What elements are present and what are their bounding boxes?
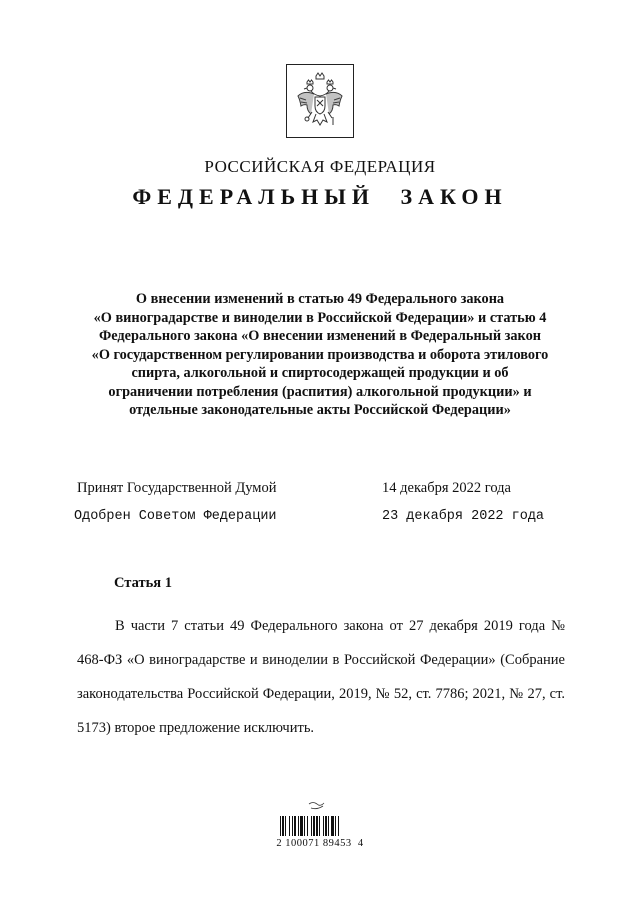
duma-adoption-label: Принят Государственной Думой	[77, 480, 277, 496]
title-line: спирта, алкогольной и спиртосодержащей продукции и об	[131, 365, 509, 381]
signature-mark	[309, 803, 324, 809]
title-line: «О государственном регулировании производства и оборота этилового	[91, 346, 549, 363]
title-line: «О виноградарстве и виноделии в Российской Федерации» и статью 4	[93, 309, 547, 326]
title-line: О внесении изменений в статью 49 Федерального закона	[135, 291, 505, 307]
article-paragraph: В части 7 статьи 49 Федерального закона от 27 декабря 2019 года № 468-ФЗ «О виноградарстве и виноделии в Российской Федерации» (Собрание законодательства Российской Федерации, 2019, № 52, ст. 7786; 2021, № 27, ст. 5173) второе предложение исключить.	[77, 618, 565, 736]
double-headed-eagle-icon	[294, 70, 346, 132]
article-body	[77, 609, 565, 745]
country-name: РОССИЙСКАЯ ФЕДЕРАЦИЯ	[204, 157, 436, 176]
document-type: ФЕДЕРАЛЬНЫЙ ЗАКОН	[132, 184, 508, 209]
council-approval-date: 23 декабря 2022 года	[382, 509, 545, 524]
title-line: Федерального закона «О внесении изменений в Федеральный закон	[99, 328, 541, 344]
council-approval-label: Одобрен Советом Федерации	[74, 509, 277, 524]
article-heading: Статья 1	[114, 575, 172, 591]
duma-adoption-date: 14 декабря 2022 года	[382, 480, 511, 496]
title-line: ограничении потребления (распития) алкогольной продукции» и	[108, 383, 532, 400]
barcode-number: 2 100071 89453 4	[276, 838, 364, 849]
title-line: отдельные законодательные акты Российской Федерации»	[129, 402, 511, 418]
state-emblem	[286, 64, 354, 138]
law-title	[60, 290, 580, 420]
